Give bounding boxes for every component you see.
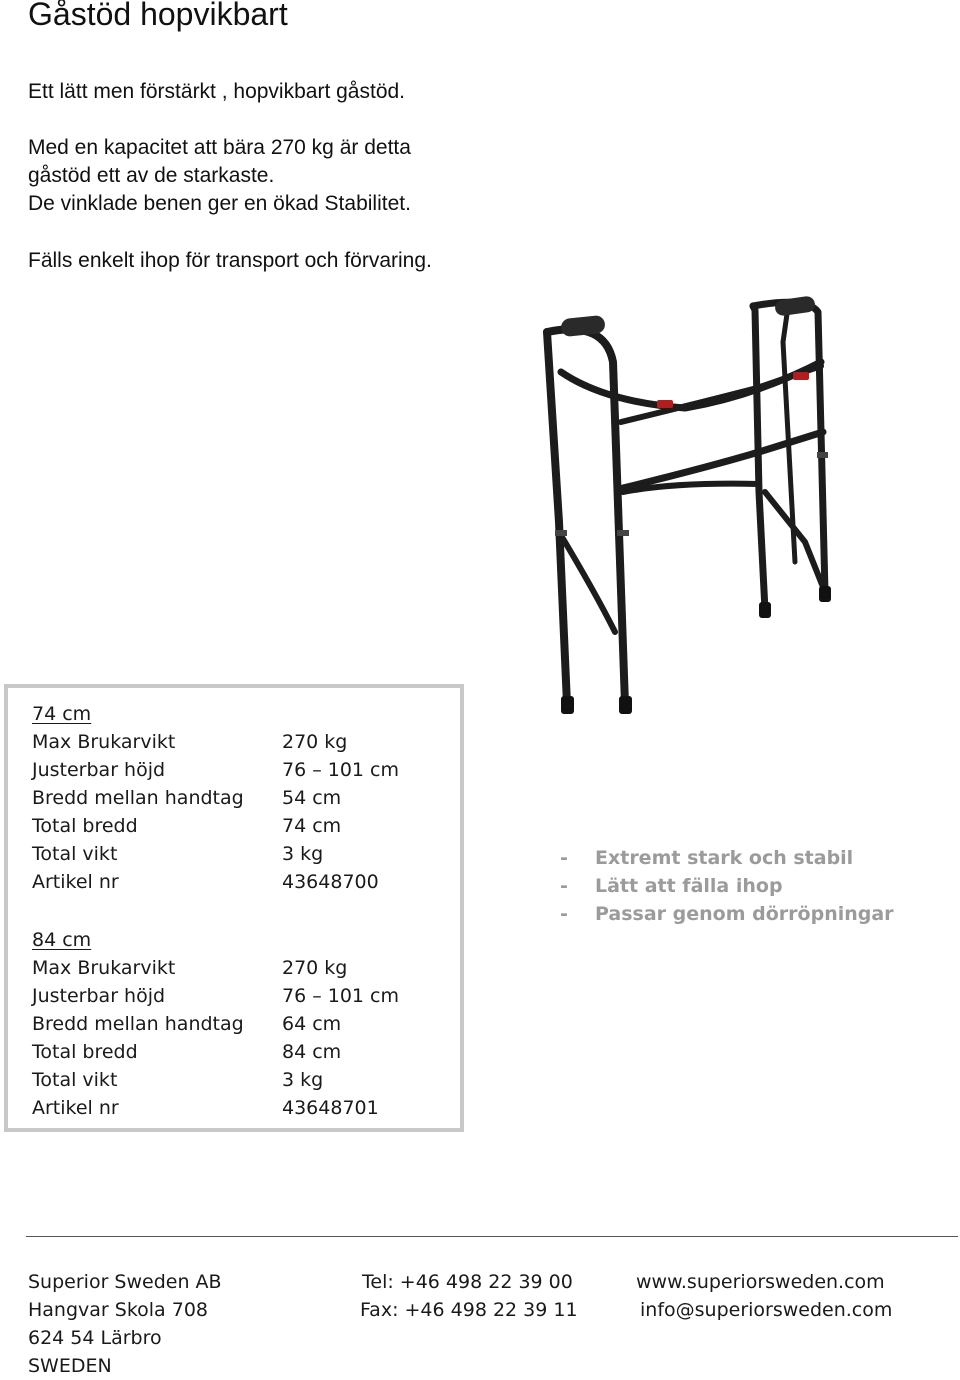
spec-row xyxy=(32,728,462,756)
walker-front-left-leg xyxy=(547,332,567,704)
intro-paragraph-2 xyxy=(28,134,411,218)
spec-label: Justerbar höjd xyxy=(32,985,166,1007)
walker-back-left-leg xyxy=(753,306,765,610)
walker-upper-crossbar xyxy=(621,366,821,422)
foot-tip xyxy=(819,586,831,602)
height-adjust-ring xyxy=(817,452,828,458)
spec-label: Total bredd xyxy=(32,815,138,837)
feature-text: Lätt att fälla ihop xyxy=(595,875,783,897)
spec-row xyxy=(32,1066,462,1094)
spec-heading: 84 cm xyxy=(32,929,92,951)
address-line: Hangvar Skola 708 xyxy=(28,1299,209,1321)
feature-dash: - xyxy=(560,847,568,869)
footer-web xyxy=(636,1268,892,1324)
spec-value: 270 kg xyxy=(282,957,348,979)
page-title: Gåstöd hopvikbart xyxy=(28,0,288,32)
spec-group-74cm xyxy=(32,700,462,896)
spec-value: 76 – 101 cm xyxy=(282,985,400,1007)
footer-address xyxy=(28,1268,222,1380)
spec-value: 76 – 101 cm xyxy=(282,759,400,781)
company-name: Superior Sweden AB xyxy=(28,1271,222,1293)
spec-label: Bredd mellan handtag xyxy=(32,787,244,809)
feature-item xyxy=(560,844,894,872)
intro-line: De vinklade benen ger en ökad Stabilitet. xyxy=(28,192,411,215)
footer-contact xyxy=(360,1268,578,1324)
spec-label: Total bredd xyxy=(32,1041,138,1063)
spec-group-84cm xyxy=(32,926,462,1122)
height-adjust-ring xyxy=(617,530,629,536)
spec-value: 43648700 xyxy=(282,871,379,893)
spec-value: 84 cm xyxy=(282,1041,342,1063)
spec-row xyxy=(32,1094,462,1122)
feature-dash: - xyxy=(560,903,568,925)
spec-row xyxy=(32,756,462,784)
spec-label: Total vikt xyxy=(32,1069,118,1091)
specifications-box xyxy=(4,684,464,1132)
spec-label: Bredd mellan handtag xyxy=(32,1013,244,1035)
address-line: 624 54 Lärbro xyxy=(28,1327,162,1349)
spec-label: Max Brukarvikt xyxy=(32,957,176,979)
spec-value: 54 cm xyxy=(282,787,342,809)
spec-row xyxy=(32,982,462,1010)
height-adjust-ring xyxy=(555,530,567,536)
spec-value: 3 kg xyxy=(282,843,324,865)
back-grip xyxy=(774,295,816,316)
intro-line: gåstöd ett av de starkaste. xyxy=(28,164,275,187)
footer-divider xyxy=(26,1236,958,1237)
spec-value: 43648701 xyxy=(282,1097,379,1119)
intro-line: Ett lätt men förstärkt , hopvikbart gåstöd. xyxy=(28,80,406,103)
walker-front-brace xyxy=(559,532,615,632)
intro-line: Med en kapacitet att bära 270 kg är detta xyxy=(28,136,411,159)
spec-row xyxy=(32,1038,462,1066)
spec-label: Total vikt xyxy=(32,843,118,865)
walker-product-image xyxy=(525,292,855,722)
spec-label: Max Brukarvikt xyxy=(32,731,176,753)
intro-line: Fälls enkelt ihop för transport och förvaring. xyxy=(28,249,432,272)
feature-item xyxy=(560,900,894,928)
website-link[interactable]: www.superiorsweden.com xyxy=(636,1271,885,1293)
feature-dash: - xyxy=(560,875,568,897)
spec-row xyxy=(32,868,462,896)
email-link[interactable]: info@superiorsweden.com xyxy=(640,1299,893,1321)
intro-paragraph-1 xyxy=(28,78,405,106)
feature-list xyxy=(560,844,894,928)
spec-value: 64 cm xyxy=(282,1013,342,1035)
spec-value: 3 kg xyxy=(282,1069,324,1091)
spec-value: 74 cm xyxy=(282,815,342,837)
spec-row xyxy=(32,840,462,868)
intro-paragraph-3 xyxy=(28,247,432,275)
folding-latch-right xyxy=(793,372,809,380)
spec-row xyxy=(32,784,462,812)
spec-label: Artikel nr xyxy=(32,871,119,893)
foot-tip xyxy=(759,602,771,618)
spec-label: Artikel nr xyxy=(32,1097,119,1119)
spec-label: Justerbar höjd xyxy=(32,759,166,781)
foot-tip xyxy=(561,696,574,714)
country: SWEDEN xyxy=(28,1355,112,1377)
spec-heading: 74 cm xyxy=(32,703,92,725)
folding-latch-left xyxy=(657,400,673,408)
spec-value: 270 kg xyxy=(282,731,348,753)
feature-text: Passar genom dörröpningar xyxy=(595,903,894,925)
phone-number: Tel: +46 498 22 39 00 xyxy=(362,1271,573,1293)
feature-item xyxy=(560,872,894,900)
spec-row xyxy=(32,1010,462,1038)
feature-text: Extremt stark och stabil xyxy=(595,847,854,869)
spec-row xyxy=(32,954,462,982)
fax-number: Fax: +46 498 22 39 11 xyxy=(360,1299,578,1321)
spec-row xyxy=(32,812,462,840)
foot-tip xyxy=(619,696,632,714)
